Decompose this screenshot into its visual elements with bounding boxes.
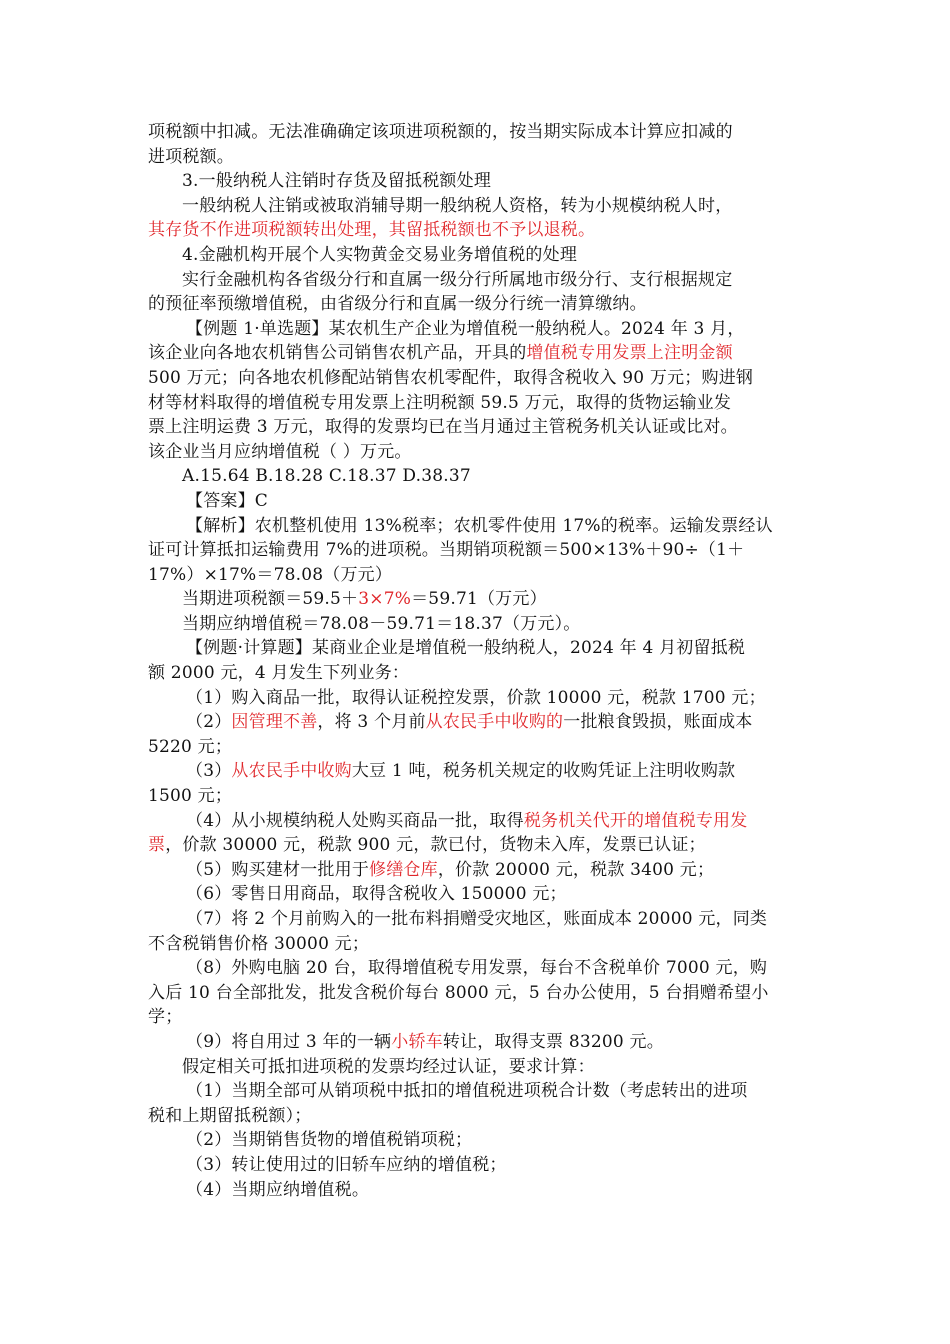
text-line: [148, 366, 800, 391]
text-line: [148, 391, 800, 416]
text-line: [148, 317, 800, 342]
text-run: 入后 10 台全部批发，批发含税价每台 8000 元，5 台办公使用，5 台捐赠希望小: [148, 982, 769, 1003]
text-line: [148, 464, 800, 489]
text-run: （9）将自用过 3 年的一辆: [186, 1031, 392, 1052]
text-run: 该企业向各地农机销售公司销售农机产品，开具的: [148, 343, 527, 364]
text-line: [148, 415, 800, 440]
highlighted-text: 增值税专用发票上注明金额: [526, 343, 733, 364]
text-run: 实行金融机构各省级分行和直属一级分行所属地市级分行、支行根据规定: [182, 269, 733, 290]
text-line: [148, 268, 800, 293]
text-line: [148, 538, 800, 563]
highlighted-text: 小轿车: [391, 1031, 443, 1052]
text-line: [148, 292, 800, 317]
text-line: [148, 858, 800, 883]
text-line: [148, 735, 800, 760]
text-line: [148, 981, 800, 1006]
text-run: 该企业当月应纳增值税（ ）万元。: [148, 441, 412, 462]
text-line: [148, 243, 800, 268]
text-run: 进项税额。: [148, 146, 234, 167]
text-line: [148, 710, 800, 735]
text-run: 【答案】C: [186, 490, 269, 511]
text-run: 的预征率预缴增值税，由省级分行和直属一级分行统一清算缴纳。: [148, 294, 647, 315]
text-run: （3）转让使用过的旧轿车应纳的增值税；: [186, 1154, 507, 1175]
text-line: [148, 218, 800, 243]
text-line: [148, 1178, 800, 1203]
text-line: [148, 612, 800, 637]
text-run: 项税额中扣减。无法准确确定该项进项税额的，按当期实际成本计算应扣减的: [148, 122, 733, 142]
text-run: ＝59.71（万元）: [411, 589, 547, 610]
text-run: （2）: [186, 712, 232, 733]
text-run: 大豆 1 吨，税务机关规定的收购凭证上注明收购款: [351, 761, 736, 782]
text-line: [148, 194, 800, 219]
text-run: （6）零售日用商品，取得含税收入 150000 元；: [186, 884, 567, 905]
text-run: 证可计算抵扣运输费用 7%的进项税。当期销项税额＝500×13%＋90÷（1＋: [148, 540, 745, 561]
text-line: [148, 932, 800, 957]
text-run: 额 2000 元，4 月发生下列业务：: [148, 663, 410, 684]
text-run: ，价款 30000 元，税款 900 元，款已付，货物未入库，发票已认证；: [165, 835, 706, 856]
text-run: （7）将 2 个月前购入的一批布料捐赠受灾地区，账面成本 20000 元，同类: [186, 909, 768, 929]
text-run: ，将 3 个月前: [317, 712, 426, 733]
text-run: 【例题 1·单选题】某农机生产企业为增值税一般纳税人。2024 年 3 月，: [186, 318, 745, 339]
text-line: [148, 661, 800, 686]
text-line: [148, 686, 800, 711]
text-run: （1）当期全部可从销项税中抵扣的增值税进项税合计数（考虑转出的进项: [186, 1081, 748, 1102]
text-run: 一般纳税人注销或被取消辅导期一般纳税人资格，转为小规模纳税人时，: [182, 195, 733, 216]
text-run: 票上注明运费 3 万元，取得的发票均已在当月通过主管税务机关认证或比对。: [148, 417, 738, 438]
document-page: [148, 120, 800, 1202]
text-line: [148, 1104, 800, 1129]
text-line: [148, 120, 800, 145]
highlighted-text: 其存货不作进项税额转出处理，其留抵税额也不予以退税。: [148, 220, 596, 241]
text-run: 材等材料取得的增值税专用发票上注明税额 59.5 万元，取得的货物运输业发: [148, 392, 732, 413]
text-line: [148, 907, 800, 932]
highlighted-text: 从农民手中收购: [231, 761, 352, 782]
text-run: 【解析】农机整机使用 13%税率；农机零件使用 17%的税率。运输发票经认: [186, 515, 773, 536]
highlighted-text: 税务机关代开的增值税专用发: [523, 810, 748, 831]
text-run: （8）外购电脑 20 台，取得增值税专用发票，每台不含税单价 7000 元，购: [186, 958, 768, 979]
text-run: （2）当期销售货物的增值税销项税；: [186, 1130, 473, 1151]
text-run: ，价款 20000 元，税款 3400 元；: [437, 859, 715, 880]
text-line: [148, 341, 800, 366]
text-run: 税和上期留抵税额）；: [148, 1105, 312, 1126]
text-line: [148, 1153, 800, 1178]
text-run: 当期进项税额＝59.5＋: [182, 589, 359, 610]
text-line: [148, 1055, 800, 1080]
text-line: [148, 956, 800, 981]
text-line: [148, 1030, 800, 1055]
text-line: [148, 759, 800, 784]
text-line: [148, 440, 800, 465]
text-line: [148, 636, 800, 661]
text-line: [148, 169, 800, 194]
text-run: 3.一般纳税人注销时存货及留抵税额处理: [182, 171, 492, 192]
text-run: 假定相关可抵扣进项税的发票均经过认证，要求计算：: [182, 1056, 595, 1077]
highlighted-text: 修缮仓库: [369, 859, 438, 880]
text-line: [148, 514, 800, 539]
highlighted-text: 从农民手中收购的: [425, 712, 564, 733]
highlighted-text: 3×7%: [358, 589, 412, 610]
text-run: 不含税销售价格 30000 元；: [148, 933, 370, 954]
text-run: （4）从小规模纳税人处购买商品一批，取得: [186, 810, 524, 831]
text-line: [148, 833, 800, 858]
text-run: （3）: [186, 761, 232, 782]
text-line: [148, 1079, 800, 1104]
text-run: 当期应纳增值税＝78.08－59.71＝18.37（万元）。: [182, 613, 581, 634]
text-line: [148, 145, 800, 170]
highlighted-text: 票: [148, 835, 166, 856]
text-line: [148, 587, 800, 612]
text-run: 学；: [148, 1007, 183, 1028]
text-line: [148, 489, 800, 514]
text-run: A.15.64 B.18.28 C.18.37 D.38.37: [182, 466, 471, 487]
highlighted-text: 因管理不善: [231, 712, 318, 733]
text-run: 5220 元；: [148, 736, 233, 757]
text-line: [148, 882, 800, 907]
text-run: 500 万元；向各地农机修配站销售农机零配件，取得含税收入 90 万元；购进钢: [148, 367, 754, 388]
text-line: [148, 784, 800, 809]
text-line: [148, 1128, 800, 1153]
text-run: 4.金融机构开展个人实物黄金交易业务增值税的处理: [182, 244, 578, 265]
text-run: 1500 元；: [148, 786, 233, 807]
text-run: 转让，取得支票 83200 元。: [442, 1031, 664, 1052]
text-run: （5）购买建材一批用于: [186, 859, 370, 880]
text-line: [148, 563, 800, 588]
text-line: [148, 809, 800, 834]
text-run: 一批粮食毁损，账面成本: [563, 712, 753, 733]
text-run: （1）购入商品一批，取得认证税控发票，价款 10000 元，税款 1700 元；: [186, 687, 766, 708]
text-run: 17%）×17%＝78.08（万元）: [148, 564, 393, 585]
text-line: [148, 1005, 800, 1030]
text-run: 【例题·计算题】某商业企业是增值税一般纳税人，2024 年 4 月初留抵税: [186, 638, 746, 659]
text-run: （4）当期应纳增值税。: [186, 1179, 370, 1200]
